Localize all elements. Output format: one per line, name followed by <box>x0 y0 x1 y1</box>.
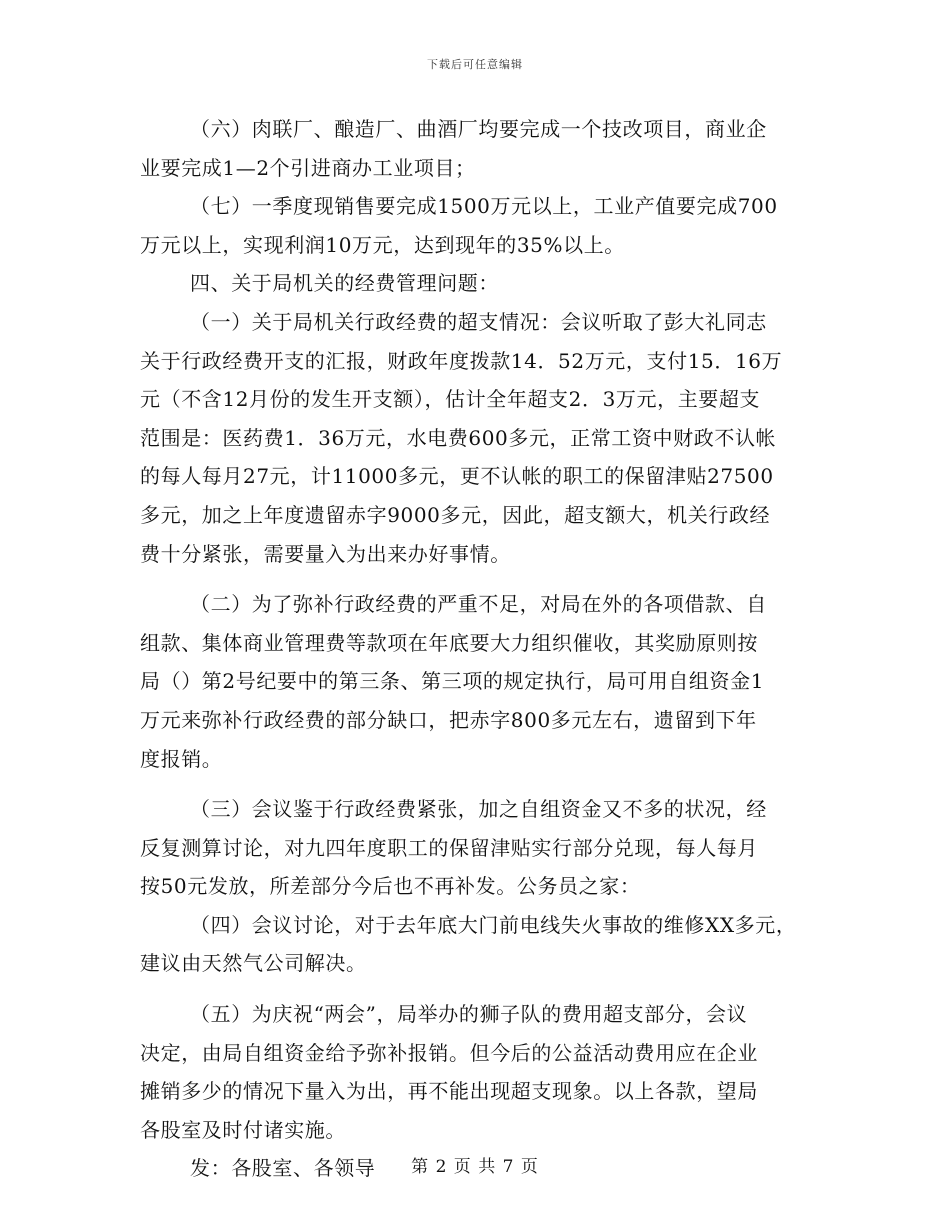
text-line: 多元，加之上年度遗留赤字9000多元，因此，超支额大，机关行政经 <box>140 502 771 527</box>
text-line: （一）关于局机关行政经费的超支情况：会议听取了彭大礼同志 <box>190 309 767 334</box>
page-footer: 第 2 页 共 7 页 <box>411 1157 539 1177</box>
text-line: 决定，由局自组资金给予弥补报销。但今后的公益活动费用应在企业 <box>140 1040 758 1065</box>
text-line: 万元来弥补行政经费的部分缺口，把赤字800多元左右，遗留到下年 <box>140 707 757 732</box>
document-body <box>140 110 820 1188</box>
text-line: 业要完成1—2个引进商办工业项目； <box>140 155 476 180</box>
text-line: （七）一季度现销售要完成1500万元以上，工业产值要完成700 <box>190 194 778 219</box>
text-line: 局（）第2号纪要中的第三条、第三项的规定执行，局可用自组资金1 <box>140 669 765 694</box>
text-line: （五）为庆祝“两会”，局举办的狮子队的费用超支部分，会议 <box>190 1002 748 1027</box>
text-line: （三）会议鉴于行政经费紧张，加之自组资金又不多的状况，经 <box>190 797 767 822</box>
text-line: 元（不含12月份的发生开支额），估计全年超支2．3万元，主要超支 <box>140 387 761 412</box>
text-line: 费十分紧张，需要量入为出来办好事情。 <box>140 541 511 566</box>
text-line: 度报销。 <box>140 746 223 771</box>
text-line: （六）肉联厂、酿造厂、曲酒厂均要完成一个技改项目，商业企 <box>190 117 767 141</box>
text-line: 万元以上，实现利润10万元，达到现年的35%以上。 <box>140 232 625 257</box>
text-line: 各股室及时付诸实施。 <box>140 1117 346 1142</box>
text-line: 反复测算讨论，对九四年度职工的保留津贴实行部分兑现，每人每月 <box>140 835 758 860</box>
text-line: 关于行政经费开支的汇报，财政年度拨款14．52万元，支付15．16万 <box>140 348 783 373</box>
text-line: 范围是：医药费1．36万元，水电费600多元，正常工资中财政不认帐 <box>140 425 777 450</box>
text-line: （四）会议讨论，对于去年底大门前电线失火事故的维修XX多元， <box>190 912 797 937</box>
text-line: 摊销多少的情况下量入为出，再不能出现超支现象。以上各款，望局 <box>140 1079 758 1104</box>
text-line: 发：各股室、各领导 <box>190 1156 376 1181</box>
text-line: （二）为了弥补行政经费的严重不足，对局在外的各项借款、自 <box>190 592 767 617</box>
text-line: 的每人每月27元，计11000多元，更不认帐的职工的保留津贴27500 <box>140 464 774 489</box>
text-line: 建议由天然气公司解决。 <box>140 951 367 976</box>
text-line: 组款、集体商业管理费等款项在年底要大力组织催收，其奖励原则按 <box>140 630 758 655</box>
page-header: 下载后可任意编辑 <box>427 58 523 71</box>
text-line: 四、关于局机关的经费管理问题： <box>190 271 499 296</box>
text-line: 按50元发放，所差部分今后也不再补发。公务员之家： <box>140 874 641 899</box>
